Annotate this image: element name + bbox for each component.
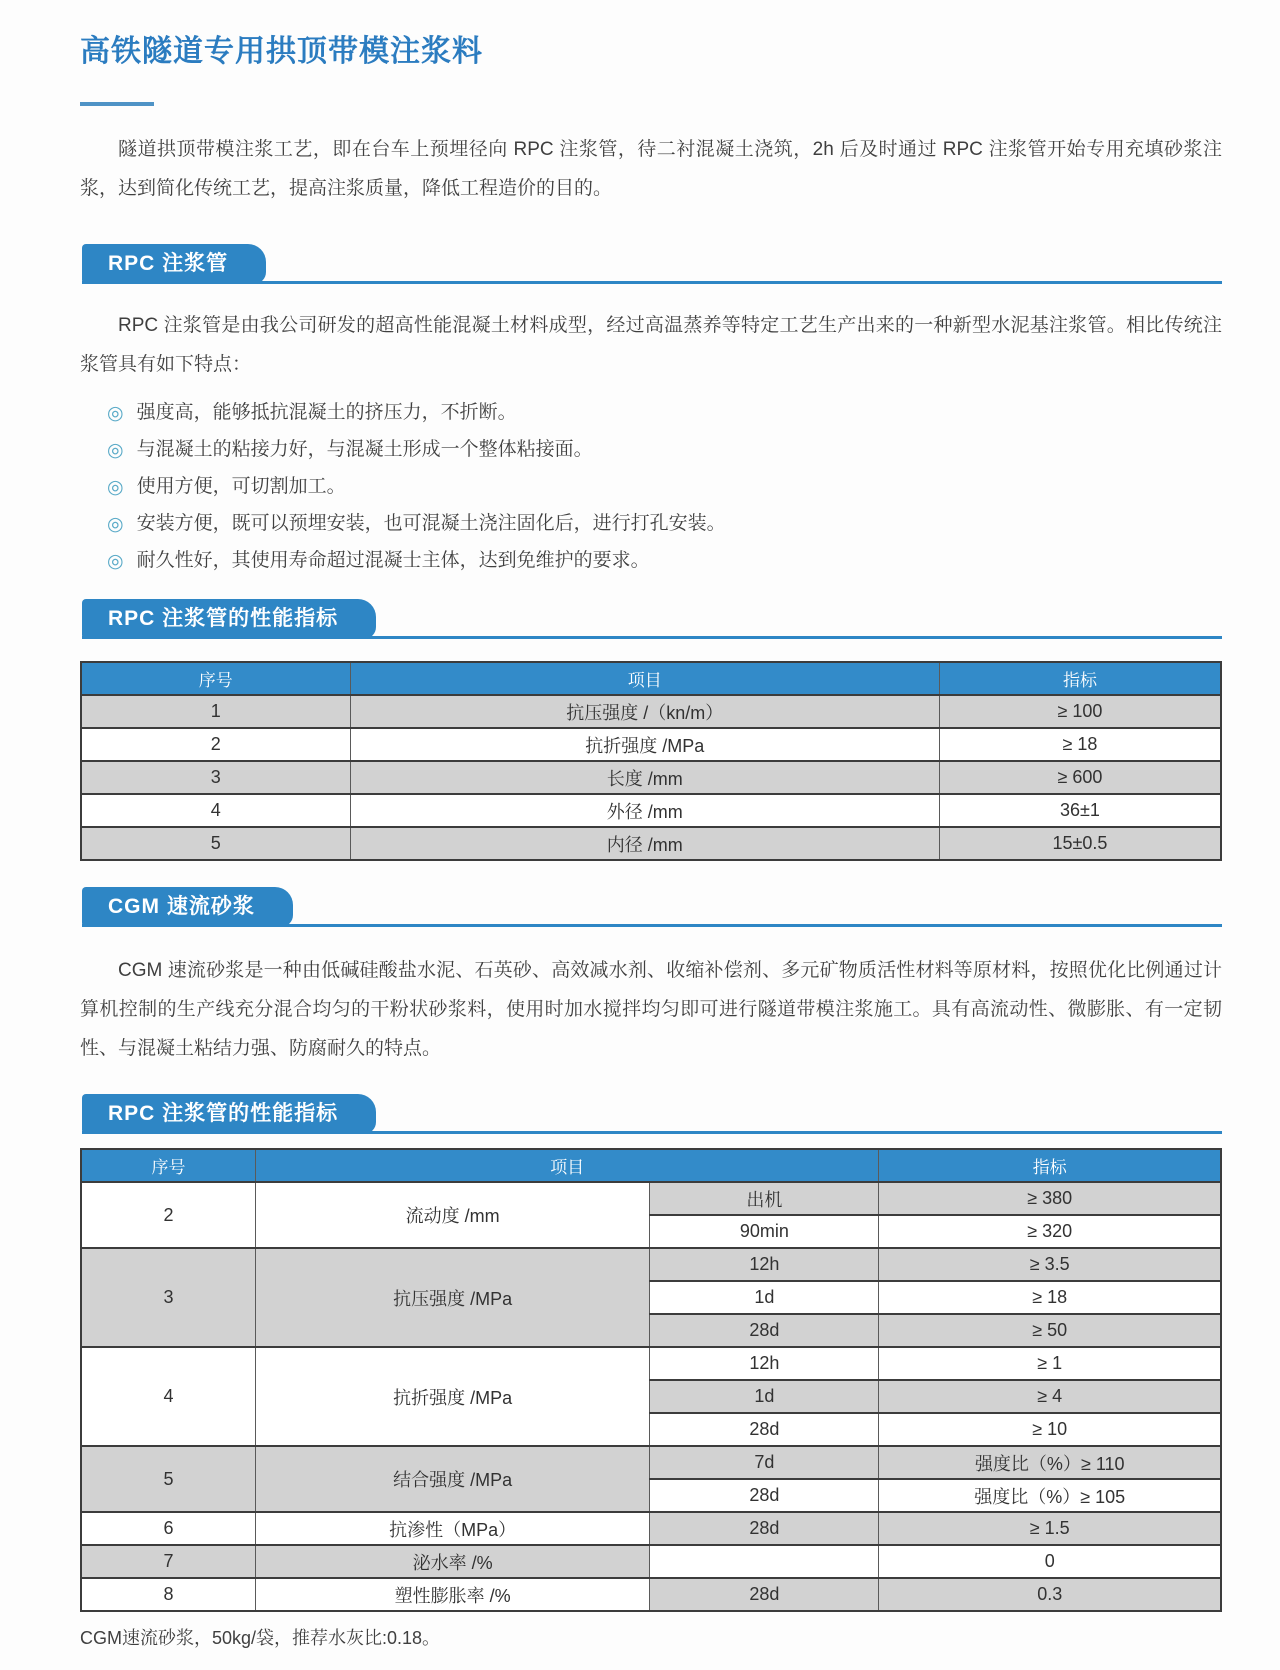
table-row <box>81 1578 1221 1611</box>
value-cell: ≥ 18 <box>939 728 1221 761</box>
bullet-item <box>80 431 1222 468</box>
item-cell: 抗压强度 /（kn/m） <box>350 695 939 728</box>
item-cell: 抗压强度 /MPa <box>255 1248 649 1347</box>
table-row <box>81 827 1221 860</box>
item-cell: 流动度 /mm <box>255 1182 649 1248</box>
value-cell: 15±0.5 <box>939 827 1221 860</box>
double-circle-icon: ◎ <box>107 514 124 535</box>
value-cell: ≥ 320 <box>879 1215 1221 1248</box>
bullet-text: 与混凝土的粘接力好，与混凝土形成一个整体粘接面。 <box>136 439 593 460</box>
cgm-performance-table <box>80 1148 1222 1612</box>
bullet-text: 使用方便，可切割加工。 <box>136 476 346 497</box>
time-cell: 出机 <box>650 1182 879 1215</box>
table-row <box>81 1512 1221 1545</box>
row-number-cell: 3 <box>81 1248 255 1347</box>
item-cell: 抗渗性（MPa） <box>255 1512 649 1545</box>
row-number-cell: 3 <box>81 761 350 794</box>
bullet-item <box>80 468 1222 505</box>
bullet-text: 安装方便，既可以预埋安装，也可混凝土浇注固化后，进行打孔安装。 <box>136 513 726 534</box>
section-banner-rpc-performance-label: RPC 注浆管的性能指标 <box>82 599 376 639</box>
rpc-feature-list <box>80 394 1222 579</box>
value-cell: ≥ 380 <box>879 1182 1221 1215</box>
item-cell: 抗折强度 /MPa <box>350 728 939 761</box>
table-row <box>81 695 1221 728</box>
cgm-description: CGM 速流砂浆是一种由低碱硅酸盐水泥、石英砂、高效减水剂、收缩补偿剂、多元矿物质活性材料等原材料，按照优化比例通过计算机控制的生产线充分混合均匀的干粉状砂浆料，使用时加水搅拌均匀即可进行隧道带模注浆施工。具有高流动性、微膨胀、有一定韧性、与混凝土粘结力强、防腐耐久的特点。 <box>80 960 1222 1059</box>
value-cell: ≥ 3.5 <box>879 1248 1221 1281</box>
value-cell: ≥ 50 <box>879 1314 1221 1347</box>
value-cell: 0.3 <box>879 1578 1221 1611</box>
time-cell: 7d <box>650 1446 879 1479</box>
value-cell: 36±1 <box>939 794 1221 827</box>
row-number-cell: 4 <box>81 794 350 827</box>
section-banner-rpc-performance <box>80 599 1222 639</box>
bullet-text: 强度高，能够抵抗混凝土的挤压力，不折断。 <box>136 402 517 423</box>
value-cell: ≥ 1.5 <box>879 1512 1221 1545</box>
section-banner-cgm-performance-label: RPC 注浆管的性能指标 <box>82 1094 376 1134</box>
table-header-cell: 项目 <box>255 1149 879 1182</box>
page-title: 高铁隧道专用拱顶带模注浆料 <box>80 35 483 68</box>
rpc-performance-table <box>80 661 1222 861</box>
value-cell: 0 <box>879 1545 1221 1578</box>
table-header-cell: 指标 <box>879 1149 1221 1182</box>
table-header-row <box>81 662 1221 695</box>
section-banner-cgm-performance <box>80 1094 1222 1134</box>
footnote: CGM速流砂浆，50kg/袋，推荐水灰比:0.18。 <box>80 1628 441 1648</box>
item-cell: 泌水率 /% <box>255 1545 649 1578</box>
table-row <box>81 1446 1221 1479</box>
rpc-description: RPC 注浆管是由我公司研发的超高性能混凝土材料成型，经过高温蒸养等特定工艺生产出来的一种新型水泥基注浆管。相比传统注浆管具有如下特点： <box>80 315 1222 375</box>
item-cell: 长度 /mm <box>350 761 939 794</box>
row-number-cell: 8 <box>81 1578 255 1611</box>
time-cell: 1d <box>650 1281 879 1314</box>
value-cell: ≥ 10 <box>879 1413 1221 1446</box>
table-header-cell: 指标 <box>939 662 1221 695</box>
row-number-cell: 7 <box>81 1545 255 1578</box>
row-number-cell: 5 <box>81 1446 255 1512</box>
table-row <box>81 1248 1221 1281</box>
value-cell: ≥ 4 <box>879 1380 1221 1413</box>
value-cell: 强度比（%）≥ 110 <box>879 1446 1221 1479</box>
row-number-cell: 2 <box>81 1182 255 1248</box>
item-cell: 外径 /mm <box>350 794 939 827</box>
time-cell: 28d <box>650 1479 879 1512</box>
bullet-item <box>80 394 1222 431</box>
time-cell: 12h <box>650 1248 879 1281</box>
value-cell: 强度比（%）≥ 105 <box>879 1479 1221 1512</box>
item-cell: 塑性膨胀率 /% <box>255 1578 649 1611</box>
double-circle-icon: ◎ <box>107 477 124 498</box>
table-header-row <box>81 1149 1221 1182</box>
row-number-cell: 6 <box>81 1512 255 1545</box>
table-header-cell: 序号 <box>81 662 350 695</box>
section-banner-cgm <box>80 887 1222 927</box>
table-row <box>81 728 1221 761</box>
bullet-item <box>80 505 1222 542</box>
time-cell: 28d <box>650 1413 879 1446</box>
value-cell: ≥ 1 <box>879 1347 1221 1380</box>
value-cell: ≥ 600 <box>939 761 1221 794</box>
time-cell: 12h <box>650 1347 879 1380</box>
row-number-cell: 5 <box>81 827 350 860</box>
table-header-cell: 项目 <box>350 662 939 695</box>
value-cell: ≥ 100 <box>939 695 1221 728</box>
value-cell: ≥ 18 <box>879 1281 1221 1314</box>
time-cell: 28d <box>650 1578 879 1611</box>
table-row <box>81 761 1221 794</box>
row-number-cell: 4 <box>81 1347 255 1446</box>
table-row <box>81 1182 1221 1215</box>
item-cell: 抗折强度 /MPa <box>255 1347 649 1446</box>
table-row <box>81 794 1221 827</box>
table-row <box>81 1347 1221 1380</box>
time-cell <box>650 1545 879 1578</box>
table-header-cell: 序号 <box>81 1149 255 1182</box>
double-circle-icon: ◎ <box>107 551 124 572</box>
double-circle-icon: ◎ <box>107 440 124 461</box>
bullet-item <box>80 542 1222 579</box>
time-cell: 90min <box>650 1215 879 1248</box>
section-banner-rpc <box>80 244 1222 284</box>
section-banner-cgm-label: CGM 速流砂浆 <box>82 887 293 927</box>
bullet-text: 耐久性好，其使用寿命超过混凝士主体，达到免维护的要求。 <box>136 550 650 571</box>
row-number-cell: 2 <box>81 728 350 761</box>
section-banner-rpc-label: RPC 注浆管 <box>82 244 266 284</box>
time-cell: 1d <box>650 1380 879 1413</box>
double-circle-icon: ◎ <box>107 403 124 424</box>
table-row <box>81 1545 1221 1578</box>
row-number-cell: 1 <box>81 695 350 728</box>
item-cell: 内径 /mm <box>350 827 939 860</box>
time-cell: 28d <box>650 1512 879 1545</box>
intro-paragraph: 隧道拱顶带模注浆工艺，即在台车上预埋径向 RPC 注浆管，待二衬混凝土浇筑，2h 后及时通过 RPC 注浆管开始专用充填砂浆注浆，达到简化传统工艺，提高注浆质量，降低工程造价的目的。 <box>80 139 1222 199</box>
title-underline <box>80 102 154 106</box>
item-cell: 结合强度 /MPa <box>255 1446 649 1512</box>
time-cell: 28d <box>650 1314 879 1347</box>
